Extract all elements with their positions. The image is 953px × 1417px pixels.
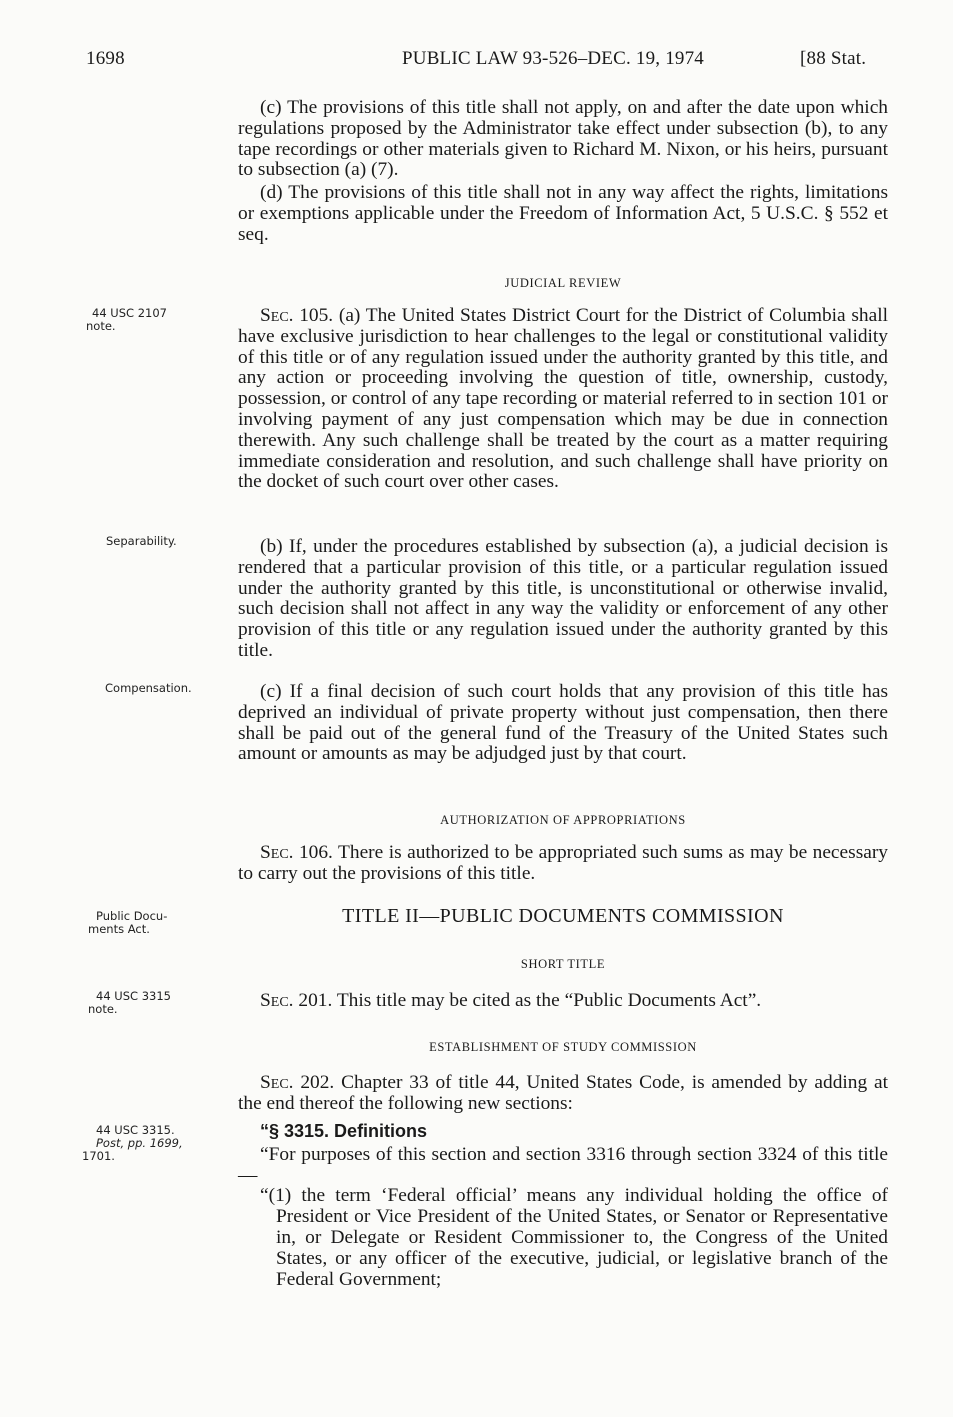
heading-short-title: SHORT TITLE	[520, 957, 606, 971]
section-106-text	[238, 843, 888, 885]
margin-note-line: 44 USC 3315	[96, 989, 171, 1003]
section-201	[238, 991, 888, 1012]
margin-note-public-documents-act	[88, 909, 246, 936]
section-105-b: (b) If, under the procedures established by subsection (a), a judicial decision is rendered that a particular provision of this title, or a particular regulation issued under the authority granted by this title, is unconstitutional or otherwise invalid, such decision shall not affect in any way the validity or enforcement of any other provision of this title or any regulation issued under the authority granted by this title.	[238, 536, 888, 661]
stat-reference: [88 Stat.	[800, 48, 867, 69]
section-202-body: Chapter 33 of title 44, United States Code, is amended by adding at the end thereof the following new sections:	[238, 1072, 888, 1114]
section-201-body: This title may be cited as the “Public Documents Act”.	[336, 990, 762, 1011]
section-105	[238, 306, 888, 493]
section-105-c: (c) If a final decision of such court holds that any provision of this title has deprived an individual of private property without just compensation, then there shall be paid out of the general fund of the Treasury of the United States such amount or amounts as may be adjudged just by that court.	[238, 681, 888, 765]
margin-note-compensation: Compensation.	[105, 681, 192, 695]
section-3315-intro: “For purposes of this section and section 3316 through section 3324 of this title—	[238, 1143, 888, 1186]
section-106-label: Sec. 106.	[260, 842, 333, 863]
section-105-b-block	[238, 537, 888, 662]
margin-note-44-usc-2107	[86, 306, 242, 333]
section-202-label: Sec. 202.	[260, 1072, 335, 1093]
running-title: PUBLIC LAW 93-526–DEC. 19, 1974	[402, 48, 704, 69]
margin-note-separability: Separability.	[106, 534, 177, 548]
margin-note-line: ments Act.	[88, 922, 150, 936]
section-106	[238, 843, 888, 885]
margin-note-line: note.	[88, 1002, 118, 1016]
paragraph-c: (c) The provisions of this title shall not apply, on and after the date upon which regulations proposed by the Administrator take effect under subsection (b), to any tape recordings or other materials given to Richard M. Nixon, or his heirs, pursuant to subsection (a) (7).	[238, 97, 888, 181]
section-105-label: Sec. 105.	[260, 305, 334, 326]
section-3315-heading: “§ 3315. Definitions	[260, 1121, 428, 1141]
paragraph-d: (d) The provisions of this title shall not in any way affect the rights, limitations or exemptions applicable under the Freedom of Information Act, 5 U.S.C. § 552 et seq.	[238, 182, 888, 245]
section-201-label: Sec. 201.	[260, 990, 333, 1011]
margin-note-line: Public Docu-	[96, 909, 168, 923]
margin-note-line: note.	[86, 319, 116, 333]
section-105-a	[238, 306, 888, 493]
margin-note-line: 44 USC 2107	[92, 306, 167, 320]
page-number: 1698	[86, 48, 125, 69]
section-105-a-text: (a) The United States District Court for the District of Columbia shall have exclusive jurisdiction to hear challenges to the legal or constitutional validity of this title or of any regulation issued under the authority granted by this title, and any action or proceeding involving the question of title, ownership, custody, possession, or control of any tape recording or material referred to in section 101 or involving payment of any just compensation which may be due in connection therewith. Any such challenge shall be treated by the court as a matter requiring immediate consideration and resolution, and such challenge shall have priority on the docket of such court over other cases.	[238, 305, 888, 493]
heading-establishment: ESTABLISHMENT OF STUDY COMMISSION	[429, 1040, 697, 1054]
heading-judicial-review: JUDICIAL REVIEW	[504, 276, 622, 290]
title-ii-heading: TITLE II—PUBLIC DOCUMENTS COMMISSION	[342, 905, 784, 927]
text-block-intro	[238, 98, 888, 246]
section-202	[238, 1073, 888, 1115]
margin-note-line: Post, pp. 1699,	[96, 1136, 183, 1150]
section-105-c-block	[238, 682, 888, 765]
margin-note-line: 44 USC 3315.	[96, 1123, 175, 1137]
margin-note-line: 1701.	[82, 1149, 115, 1163]
heading-appropriations: AUTHORIZATION OF APPROPRIATIONS	[440, 813, 686, 827]
section-106-body: There is authorized to be appropriated such sums as may be necessary to carry out the provisions of this title.	[238, 842, 888, 884]
section-3315-block	[238, 1121, 888, 1290]
section-201-text	[238, 991, 888, 1012]
section-3315-item-1: “(1) the term ‘Federal official’ means any individual holding the office of President or Vice President of the United States, or Senator or Representative in, or Delegate or Resident Commissioner to, the Congress of the United States, or any officer of the executive, judicial, or legislative branch of the Federal Government;	[260, 1185, 888, 1290]
margin-note-44-usc-3315	[82, 1123, 246, 1163]
margin-note-44-usc-3315-note	[88, 989, 246, 1016]
section-202-text	[238, 1073, 888, 1115]
